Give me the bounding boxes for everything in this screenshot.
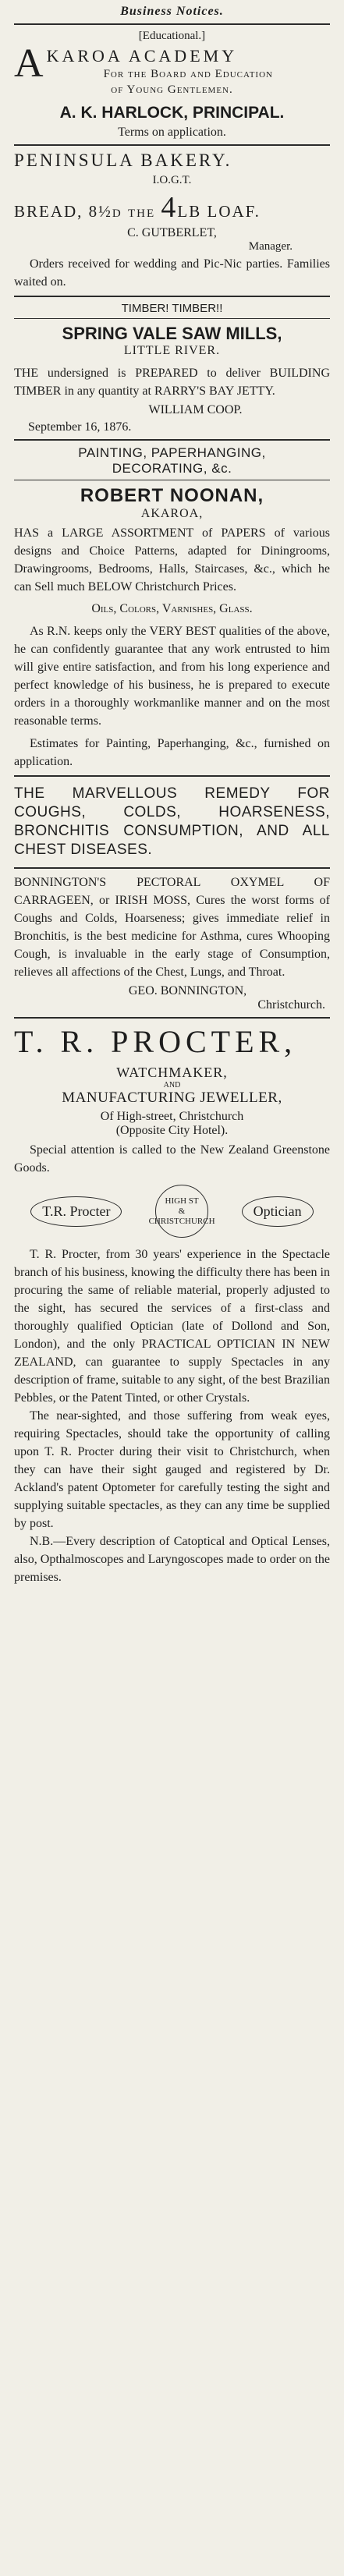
procter-and: AND	[163, 1081, 181, 1090]
divider	[14, 23, 330, 25]
bakery-title: PENINSULA BAKERY.	[14, 151, 232, 170]
painting-header-2: DECORATING, &c.	[112, 461, 232, 476]
painting-oils: Oils, Colors, Varnishes, Glass.	[91, 602, 253, 615]
divider	[14, 775, 330, 777]
divider	[14, 1017, 330, 1019]
ad-procter	[14, 1023, 330, 1586]
bakery-manager-role: Manager.	[248, 240, 293, 253]
subtitle-line-2: of Young Gentlemen.	[111, 83, 233, 96]
painting-place: AKAROA,	[140, 507, 204, 520]
procter-p3: N.B.—Every description of Catoptical and Optical Lenses, also, Opthalmoscopes and Laryngoscopes made to order on the premises.	[14, 1535, 330, 1584]
procter-p2: The near-sighted, and those suffering from weak eyes, requiring Spectacles, should take the opportunity of calling upon T. R. Procter during their visit to Christchurch, when they can have their sight gauged and registered by Dr. Ackland's patent Optometer for carefully testing the sight and supplying suitable spectacles, as they can any time be supplied by post.	[14, 1409, 330, 1530]
timber-header: TIMBER! TIMBER!!	[121, 302, 223, 315]
procter-title: T. R. PROCTER,	[14, 1024, 297, 1059]
timber-date: September 16, 1876.	[28, 420, 132, 434]
oxymel-name: GEO. BONNINGTON,	[128, 984, 247, 997]
ad-akaroa-academy	[14, 30, 330, 140]
divider	[14, 867, 330, 869]
title-text: KAROA ACADEMY	[46, 46, 238, 66]
procter-jeweller: MANUFACTURING JEWELLER,	[62, 1090, 282, 1106]
drop-cap: A	[14, 46, 44, 86]
oxymel-body: BONNINGTON'S PECTORAL OXYMEL OF CARRAGEEN, or IRISH MOSS, Cures the worst forms of Coughs and Colds, Hoarseness; gives immediate relief in Bronchitis, is the best medicine for Asthma, cures Whooping Cough, is invaluable in the early stage of Consumption, relieves all affections of the Chest, Lungs, and Throat.	[14, 876, 330, 979]
logo-left-oval: T.R. Procter	[30, 1196, 122, 1227]
timber-place: LITTLE RIVER.	[123, 344, 221, 357]
divider	[14, 144, 330, 146]
ad-remedy	[14, 781, 330, 863]
painting-name: ROBERT NOONAN,	[80, 485, 264, 506]
divider	[14, 318, 330, 319]
bread-text-2: LB LOAF.	[177, 202, 261, 221]
timber-name: WILLIAM COOP.	[148, 403, 243, 416]
painting-header-1: PAINTING, PAPERHANGING,	[78, 445, 266, 460]
seal-line-1: HIGH ST	[165, 1196, 199, 1206]
ad-oxymel	[14, 873, 330, 1012]
timber-body: THE undersigned is PREPARED to deliver BUILDING TIMBER in any quantity at RARRY'S BAY JETTY.	[14, 367, 330, 398]
painting-p2: As R.N. keeps only the VERY BEST qualities of the above, he can confidently guarantee that any work entrusted to him will give entire satisfaction, and from his long experience and perfect knowledge of his business, he is prepared to execute orders in a thoroughly workmanlike manner and on the most reasonable terms.	[14, 625, 330, 728]
painting-p3: Estimates for Painting, Paperhanging, &c., furnished on application.	[14, 737, 330, 768]
procter-special: Special attention is called to the New Zealand Greenstone Goods.	[14, 1143, 330, 1175]
procter-watchmaker: WATCHMAKER,	[116, 1065, 228, 1080]
seal-line-2: &	[178, 1206, 186, 1216]
logo-center-seal	[148, 1185, 215, 1238]
bakery-orders: Orders received for wedding and Pic-Nic parties. Families waited on.	[14, 257, 330, 289]
procter-logo	[14, 1185, 330, 1238]
ad-peninsula-bakery	[14, 151, 330, 291]
ad-tag: [Educational.]	[138, 30, 206, 42]
divider	[14, 439, 330, 441]
bakery-manager-name: C. GUTBERLET,	[127, 226, 217, 239]
bread-big-digit: 4	[161, 191, 178, 224]
seal-line-3: CHRISTCHURCH	[148, 1216, 215, 1226]
procter-p1: T. R. Procter, from 30 years' experience in the Spectacle branch of his business, knowing the difficulty there has been in procuring the same of reliable material, properly adjusted to the sight, has secured the services of a first-class and thoroughly qualified Optician (late of Dollond and Son, London), and the only PRACTICAL OPTICIAN IN NEW ZEALAND, can guarantee to supply Spectacles in any description of frame, suitable to any sight, of the best Brazilian Pebbles, or the Patent Tinted, or other Crystals.	[14, 1248, 330, 1405]
subtitle-line-1: For the Board and Education	[103, 68, 273, 80]
ad-timber	[14, 302, 330, 434]
logo-right-oval: Optician	[242, 1196, 314, 1227]
remedy-body: THE MARVELLOUS REMEDY FOR COUGHS, COLDS, HOARSENESS, BRONCHITIS CONSUMPTION, AND ALL CHEST DISEASES.	[14, 785, 330, 858]
procter-address: Of High-street, Christchurch	[100, 1110, 244, 1123]
bread-price	[14, 190, 330, 225]
divider	[14, 296, 330, 297]
ad-title	[14, 46, 330, 97]
principal-name: A. K. HARLOCK, PRINCIPAL.	[59, 104, 285, 122]
timber-mills: SPRING VALE SAW MILLS,	[62, 324, 282, 343]
procter-opposite: (Opposite City Hotel).	[115, 1124, 229, 1137]
bakery-lodge: I.O.G.T.	[152, 174, 192, 186]
terms-text: Terms on application.	[118, 126, 226, 139]
painting-p1: HAS a LARGE ASSORTMENT of PAPERS of various designs and Choice Patterns, adapted for Diningrooms, Drawingrooms, Bedrooms, Halls, Staircases, &c., which he can Sell much BELOW Christchurch Prices.	[14, 526, 330, 594]
section-header: Business Notices.	[120, 5, 224, 18]
bread-text-1: BREAD, 8½d the	[14, 202, 156, 221]
oxymel-place: Christchurch.	[257, 998, 325, 1012]
ad-painting	[14, 445, 330, 771]
